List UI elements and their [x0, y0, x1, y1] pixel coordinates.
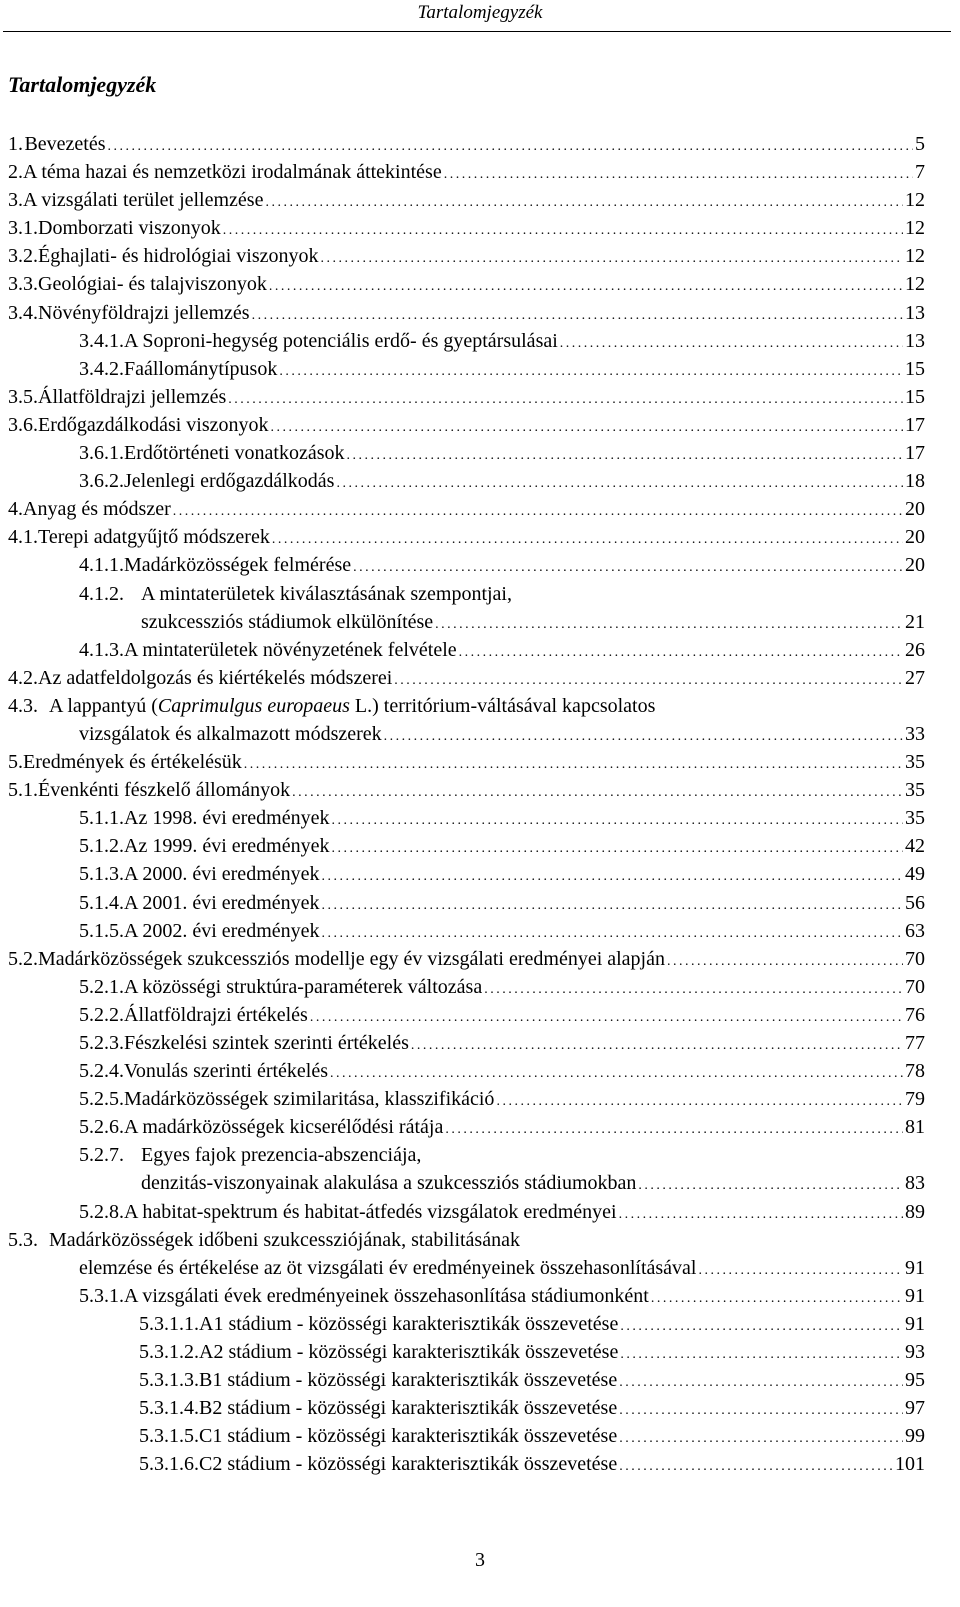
entry-number: 5.3.1.	[79, 1284, 124, 1307]
entry-line	[79, 1085, 925, 1113]
toc-entry[interactable]	[0, 1450, 960, 1478]
entry-line	[79, 1113, 925, 1141]
entry-number: 5.1.3.	[79, 863, 124, 886]
entry-line	[139, 1422, 925, 1450]
entry-number: 3.5.	[8, 385, 38, 408]
entry-title: C1 stádium - közösségi karakterisztikák összevetése	[199, 1425, 618, 1448]
entry-page-number: 70	[905, 975, 925, 998]
toc-entry[interactable]	[0, 1001, 960, 1029]
entry-page-number: 13	[905, 329, 925, 352]
entry-title: A 2002. évi eredmények	[124, 919, 320, 942]
toc-entry[interactable]	[0, 1226, 960, 1282]
entry-line	[79, 1001, 925, 1029]
entry-line	[8, 495, 925, 523]
entry-number: 5.1.	[8, 779, 38, 802]
entry-page-number: 12	[905, 189, 925, 212]
entry-page-number: 35	[905, 751, 925, 774]
toc-entry[interactable]	[0, 1310, 960, 1338]
entry-page-number: 35	[905, 779, 925, 802]
entry-page-number: 101	[895, 1453, 925, 1476]
entry-title: Éghajlati- és hidrológiai viszonyok	[38, 245, 319, 268]
entry-title-continuation: szukcessziós stádiumok elkülönítése	[141, 610, 434, 633]
entry-line	[139, 1310, 925, 1338]
entry-number: 5.2.2.	[79, 1003, 124, 1026]
entry-page-number: 17	[905, 442, 925, 465]
entry-number: 5.2.8.	[79, 1200, 124, 1223]
entry-line	[8, 748, 925, 776]
entry-page-number: 77	[905, 1032, 925, 1054]
toc-entry[interactable]	[0, 664, 960, 692]
entry-title: A mintaterületek növényzetének felvétele	[124, 638, 457, 661]
entry-line	[79, 1029, 925, 1057]
dot-leader	[265, 186, 903, 217]
entry-title: Az adatfeldolgozás és kiértékelés módszerei	[38, 666, 393, 689]
entry-title-species: Caprimulgus europaeus	[157, 694, 350, 717]
entry-line	[8, 186, 925, 214]
entry-line	[8, 411, 925, 439]
entry-line	[79, 327, 925, 355]
entry-line	[139, 1450, 925, 1478]
entry-number: 5.2.3.	[79, 1032, 124, 1054]
dot-leader	[322, 860, 904, 891]
entry-number: 5.1.1.	[79, 807, 124, 830]
entry-number: 5.2.7.	[79, 1144, 124, 1167]
dot-leader	[331, 804, 903, 835]
toc-entry[interactable]	[0, 1282, 960, 1310]
toc-title: Tartalomjegyzék	[8, 72, 157, 97]
entry-page-number: 83	[905, 1172, 925, 1195]
dot-leader	[667, 945, 903, 976]
entry-title: Fészkelési szintek szerinti értékelés	[124, 1032, 409, 1054]
entry-title	[49, 692, 655, 720]
entry-page-number: 93	[905, 1341, 925, 1364]
entry-title: A1 stádium - közösségi karakterisztikák összevetése	[199, 1312, 619, 1335]
entry-title: Egyes fajok prezencia-abszenciája,	[141, 1144, 422, 1167]
entry-continuation-line	[79, 1254, 925, 1282]
dot-leader	[619, 1450, 893, 1481]
toc-entry[interactable]	[0, 158, 960, 186]
dot-leader	[619, 1198, 903, 1229]
dot-leader	[269, 270, 903, 301]
toc-entry[interactable]	[0, 299, 960, 327]
entry-continuation-line	[79, 720, 925, 748]
entry-title: Évenkénti fészkelő állományok	[38, 779, 291, 802]
entry-number: 3.1.	[8, 217, 38, 240]
toc-entry[interactable]	[0, 1422, 960, 1450]
entry-page-number: 78	[905, 1060, 925, 1083]
toc-entry[interactable]	[0, 804, 960, 832]
entry-line	[8, 270, 925, 298]
entry-line	[79, 860, 925, 888]
entry-number: 3.3.	[8, 273, 38, 296]
entry-page-number: 49	[905, 863, 925, 886]
dot-leader	[651, 1282, 903, 1313]
entry-number: 4.	[8, 498, 23, 521]
entry-page-number: 33	[905, 722, 925, 745]
dot-leader	[620, 1310, 903, 1341]
dot-leader	[252, 299, 903, 330]
entry-page-number: 15	[905, 357, 925, 380]
dot-leader	[459, 636, 903, 667]
entry-line	[8, 130, 925, 158]
entry-title: A közösségi struktúra-paraméterek változása	[124, 975, 483, 998]
toc-entry[interactable]	[0, 495, 960, 523]
dot-leader	[173, 495, 903, 526]
entry-number: 3.6.	[8, 413, 38, 436]
entry-page-number: 95	[905, 1369, 925, 1392]
entry-page-number: 21	[905, 610, 925, 633]
entry-title-part: A lappantyú (	[49, 694, 158, 717]
entry-number: 3.6.2.	[79, 470, 124, 493]
entry-page-number: 42	[905, 835, 925, 858]
entry-line	[79, 917, 925, 945]
entry-line	[8, 945, 925, 973]
entry-line	[79, 439, 925, 467]
entry-page-number: 12	[905, 245, 925, 268]
entry-title-continuation: denzitás-viszonyainak alakulása a szukcessziós stádiumokban	[141, 1172, 637, 1195]
dot-leader	[322, 917, 904, 948]
toc-entry[interactable]	[0, 860, 960, 888]
toc-entry[interactable]	[0, 832, 960, 860]
entry-line	[139, 1366, 925, 1394]
dot-leader	[411, 1029, 903, 1060]
entry-page-number: 91	[905, 1284, 925, 1307]
toc-entry[interactable]	[0, 270, 960, 298]
entry-page-number: 97	[905, 1397, 925, 1420]
entry-title: A2 stádium - közösségi karakterisztikák összevetése	[199, 1341, 619, 1364]
entry-title: A vizsgálati terület jellemzése	[23, 189, 264, 212]
entry-line	[79, 1141, 925, 1169]
entry-line	[8, 776, 925, 804]
header-rule	[3, 31, 951, 32]
toc-entry[interactable]	[0, 411, 960, 439]
entry-line	[79, 804, 925, 832]
dot-leader	[620, 1338, 903, 1369]
toc-entry[interactable]	[0, 439, 960, 467]
entry-page-number: 12	[905, 273, 925, 296]
entry-page-number: 27	[905, 666, 925, 689]
entry-page-number: 20	[905, 554, 925, 577]
dot-leader	[272, 523, 903, 554]
entry-line	[79, 1057, 925, 1085]
toc-entry[interactable]	[0, 130, 960, 158]
entry-number: 3.4.	[8, 301, 38, 324]
toc-list	[0, 130, 960, 1479]
entry-title: B1 stádium - közösségi karakterisztikák összevetése	[199, 1369, 618, 1392]
dot-leader	[619, 1422, 903, 1453]
entry-page-number: 99	[905, 1425, 925, 1448]
dot-leader	[330, 1057, 903, 1088]
toc-entry[interactable]	[0, 327, 960, 355]
entry-page-number: 81	[905, 1116, 925, 1139]
entry-page-number: 35	[905, 807, 925, 830]
entry-number: 4.2.	[8, 666, 38, 689]
entry-line	[79, 1198, 925, 1226]
entry-page-number: 91	[905, 1256, 925, 1279]
entry-title: Geológiai- és talajviszonyok	[38, 273, 267, 296]
entry-title: Erdőtörténeti vonatkozások	[124, 442, 345, 465]
dot-leader	[108, 130, 913, 161]
entry-title: Madárközösségek szukcessziós modellje egy év vizsgálati eredményei alapján	[38, 947, 665, 970]
dot-leader	[444, 158, 913, 189]
entry-title: Madárközösségek felmérése	[124, 554, 352, 577]
entry-line	[8, 664, 925, 692]
dot-leader	[560, 327, 903, 358]
entry-number: 1.	[8, 133, 23, 155]
toc-entry[interactable]	[0, 551, 960, 579]
entry-line	[8, 299, 925, 327]
entry-title: A mintaterületek kiválasztásának szempontjai,	[141, 582, 512, 605]
entry-number: 5.3.1.5.	[139, 1425, 199, 1448]
entry-title: Domborzati viszonyok	[38, 217, 221, 240]
entry-page-number: 91	[905, 1312, 925, 1335]
entry-title: Jelenlegi erdőgazdálkodás	[124, 470, 335, 493]
entry-title: Állatföldrajzi értékelés	[124, 1003, 308, 1026]
entry-number: 3.2.	[8, 245, 38, 268]
dot-leader	[244, 748, 903, 779]
toc-entry[interactable]	[0, 1085, 960, 1113]
entry-line	[79, 973, 925, 1001]
entry-page-number: 26	[905, 638, 925, 661]
entry-page-number: 5	[915, 133, 925, 155]
entry-title: Anyag és módszer	[23, 498, 171, 521]
dot-leader	[496, 1085, 903, 1116]
entry-number: 5.3.1.4.	[139, 1397, 199, 1420]
entry-number: 5.2.5.	[79, 1088, 124, 1111]
entry-line	[8, 383, 925, 411]
entry-line	[139, 1338, 925, 1366]
toc-entry[interactable]	[0, 1029, 960, 1057]
toc-entry[interactable]	[0, 917, 960, 945]
entry-title: Faállománytípusok	[124, 357, 278, 380]
dot-leader	[394, 664, 903, 695]
entry-page-number: 18	[905, 470, 925, 493]
running-header: Tartalomjegyzék	[417, 2, 543, 23]
entry-page-number: 15	[905, 385, 925, 408]
dot-leader	[484, 973, 903, 1004]
toc-entry[interactable]	[0, 383, 960, 411]
entry-page-number: 56	[905, 891, 925, 914]
entry-number: 5.2.4.	[79, 1060, 124, 1083]
entry-title: Terepi adatgyűjtő módszerek	[38, 526, 270, 549]
entry-title: A 2000. évi eredmények	[124, 863, 320, 886]
toc-entry[interactable]	[0, 355, 960, 383]
entry-line	[79, 551, 925, 579]
entry-number: 4.3.	[8, 694, 38, 717]
dot-leader	[435, 608, 903, 639]
dot-leader	[336, 467, 903, 498]
entry-title: Bevezetés	[24, 133, 106, 155]
toc-entry[interactable]	[0, 214, 960, 242]
entry-line	[8, 158, 925, 186]
toc-entry[interactable]	[0, 580, 960, 636]
entry-title: A madárközösségek kicserélődési rátája	[124, 1116, 444, 1139]
entry-number: 4.1.2.	[79, 582, 124, 605]
entry-number: 5.	[8, 751, 23, 774]
entry-title-continuation: elemzése és értékelése az öt vizsgálati év eredményeinek összehasonlításával	[79, 1256, 697, 1279]
entry-number: 5.2.6.	[79, 1116, 124, 1139]
entry-line	[8, 214, 925, 242]
entry-number: 5.3.1.3.	[139, 1369, 199, 1392]
entry-line	[79, 889, 925, 917]
entry-title: Madárközösségek szimilaritása, klasszifikáció	[124, 1088, 495, 1111]
toc-entry[interactable]	[0, 945, 960, 973]
dot-leader	[292, 776, 903, 807]
entry-line	[79, 467, 925, 495]
entry-number: 4.1.	[8, 526, 38, 549]
entry-title: Erdőgazdálkodási viszonyok	[38, 413, 269, 436]
entry-title: Madárközösségek időbeni szukcessziójának, stabilitásának	[49, 1228, 520, 1251]
entry-title: A téma hazai és nemzetközi irodalmának áttekintése	[23, 161, 442, 184]
entry-line	[8, 523, 925, 551]
entry-number: 5.3.1.2.	[139, 1341, 199, 1364]
entry-number: 4.1.3.	[79, 638, 124, 661]
entry-page-number: 17	[905, 413, 925, 436]
dot-leader	[347, 439, 904, 470]
entry-number: 5.2.	[8, 947, 38, 970]
entry-continuation-line	[141, 608, 925, 636]
entry-page-number: 13	[905, 301, 925, 324]
toc-entry[interactable]	[0, 1366, 960, 1394]
dot-leader	[699, 1254, 904, 1285]
dot-leader	[638, 1169, 903, 1200]
entry-title: Vonulás szerinti értékelés	[124, 1060, 329, 1083]
dot-leader	[445, 1113, 903, 1144]
entry-page-number: 63	[905, 919, 925, 942]
entry-number: 5.1.5.	[79, 919, 124, 942]
toc-entry[interactable]	[0, 1338, 960, 1366]
toc-entry[interactable]	[0, 1141, 960, 1197]
entry-line	[79, 832, 925, 860]
entry-title: C2 stádium - közösségi karakterisztikák összevetése	[199, 1453, 618, 1476]
toc-entry[interactable]	[0, 467, 960, 495]
dot-leader	[619, 1394, 903, 1425]
page-number: 3	[475, 1549, 485, 1571]
entry-page-number: 70	[905, 947, 925, 970]
entry-number: 5.1.4.	[79, 891, 124, 914]
entry-number: 2.	[8, 161, 23, 184]
dot-leader	[321, 242, 904, 273]
entry-number: 3.4.1.	[79, 329, 124, 352]
entry-line	[8, 1226, 925, 1254]
entry-number: 5.1.2.	[79, 835, 124, 858]
toc-entry[interactable]	[0, 748, 960, 776]
entry-number: 4.1.1.	[79, 554, 124, 577]
entry-title: Állatföldrajzi jellemzés	[38, 385, 227, 408]
toc-entry[interactable]	[0, 523, 960, 551]
entry-page-number: 79	[905, 1088, 925, 1111]
entry-line	[79, 355, 925, 383]
dot-leader	[223, 214, 903, 245]
toc-entry[interactable]	[0, 242, 960, 270]
toc-entry[interactable]	[0, 1057, 960, 1085]
entry-line	[8, 242, 925, 270]
entry-title: Növényföldrajzi jellemzés	[38, 301, 250, 324]
toc-entry[interactable]	[0, 973, 960, 1001]
entry-title-part: L.) territórium-váltásával kapcsolatos	[349, 694, 656, 717]
entry-page-number: 20	[905, 498, 925, 521]
toc-entry[interactable]	[0, 1394, 960, 1422]
entry-number: 3.4.2.	[79, 357, 124, 380]
toc-entry[interactable]	[0, 776, 960, 804]
entry-line	[79, 1282, 925, 1310]
entry-number: 5.2.1.	[79, 975, 124, 998]
entry-page-number: 7	[915, 161, 925, 184]
entry-number: 3.	[8, 189, 23, 212]
entry-number: 3.6.1.	[79, 442, 124, 465]
toc-entry[interactable]	[0, 636, 960, 664]
dot-leader	[384, 720, 903, 751]
entry-title: Az 1998. évi eredmények	[124, 807, 330, 830]
entry-title: Eredmények és értékelésük	[23, 751, 242, 774]
entry-page-number: 76	[905, 1003, 925, 1026]
entry-number: 5.3.1.1.	[139, 1312, 199, 1335]
dot-leader	[228, 383, 903, 414]
entry-line	[79, 580, 925, 608]
entry-title: B2 stádium - közösségi karakterisztikák összevetése	[199, 1397, 618, 1420]
entry-continuation-line	[141, 1169, 925, 1197]
entry-title: A Soproni-hegység potenciális erdő- és gyeptársulásai	[124, 329, 558, 352]
dot-leader	[271, 411, 904, 442]
entry-page-number: 20	[905, 526, 925, 549]
entry-title: A 2001. évi eredmények	[124, 891, 320, 914]
dot-leader	[322, 889, 904, 920]
entry-title: A habitat-spektrum és habitat-átfedés vizsgálatok eredményei	[124, 1200, 617, 1223]
toc-entry[interactable]	[0, 889, 960, 917]
entry-line	[8, 692, 925, 720]
entry-title-continuation: vizsgálatok és alkalmazott módszerek	[79, 722, 382, 745]
entry-line	[139, 1394, 925, 1422]
entry-title: Az 1999. évi eredmények	[124, 835, 330, 858]
entry-number: 5.3.1.6.	[139, 1453, 199, 1476]
dot-leader	[331, 832, 903, 863]
dot-leader	[353, 551, 903, 582]
toc-entry[interactable]	[0, 692, 960, 748]
entry-line	[79, 636, 925, 664]
dot-leader	[279, 355, 903, 386]
toc-entry[interactable]	[0, 186, 960, 214]
dot-leader	[310, 1001, 903, 1032]
entry-page-number: 89	[905, 1200, 925, 1223]
entry-page-number: 12	[905, 217, 925, 240]
entry-title: A vizsgálati évek eredményeinek összehasonlítása stádiumonként	[124, 1284, 649, 1307]
toc-entry[interactable]	[0, 1198, 960, 1226]
dot-leader	[619, 1366, 903, 1397]
toc-entry[interactable]	[0, 1113, 960, 1141]
entry-number: 5.3.	[8, 1228, 38, 1251]
